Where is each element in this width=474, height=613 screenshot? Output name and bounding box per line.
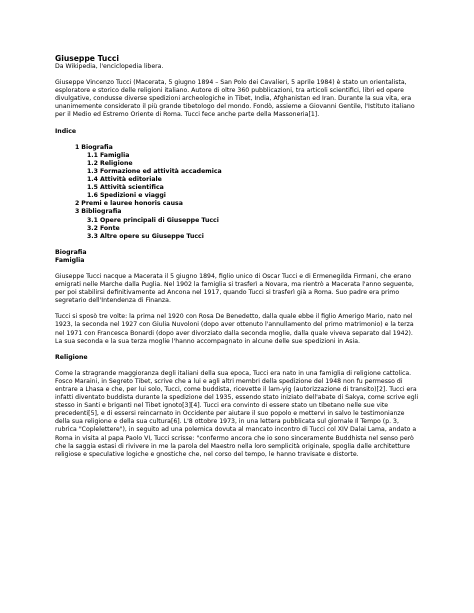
famiglia-paragraph-2: Tucci si sposò tre volte: la prima nel 1920 con Rosa De Benedetto, dalla quale ebbe il figlio Amerigo Mario, nato nel 1923, la seconda nel 1927 con Giulia Nuvoloni (dopo aver ottenuto l'annullamento del primo matrimonio) e la terza nel 1971 con Francesca Bonardi (dopo aver divorziato dalla seconda moglie, dalla quale viveva separato dal 1942). La sua seconda e la sua terza moglie l'hanno accompagnato in alcune delle sue spedizioni in Asia.: [55, 313, 414, 345]
spacer: [55, 136, 420, 144]
toc-item: [55, 144, 420, 152]
toc-item: [55, 233, 420, 241]
toc-item-number: 3.3: [87, 232, 98, 240]
toc-link[interactable]: Spedizioni e viaggi: [99, 192, 166, 200]
intro-paragraph: Giuseppe Vincenzo Tucci (Macerata, 5 giugno 1894 – San Polo dei Cavalieri, 5 aprile 1984) è stato un orientalista, esploratore e storico delle religioni italiano. Autore di oltre 360 pubblicazioni, tra articoli scientifici, libri ed opere divulgative, condusse diverse spedizioni archeologiche in Tibet, India, Afghanistan ed Iran. Durante la sua vita, era unanimemente considerato il più grande tibetologo del mondo. Fondò, assieme a Giovanni Gentile, l'Istituto italiano per il Medio ed Estremo Oriente di Roma. Tucci fece anche parte della Massoneria[1].: [55, 79, 415, 119]
section-heading-biografia: Biografia: [55, 248, 87, 256]
table-of-contents: [55, 144, 420, 241]
toc-link[interactable]: Attività editoriale: [99, 176, 162, 184]
toc-link[interactable]: Premi e lauree honoris causa: [81, 200, 183, 208]
toc-item-number: 2: [75, 200, 80, 208]
spacer: [55, 362, 420, 370]
section-heading-religione: Religione: [55, 353, 88, 361]
toc-item-number: 1.2: [87, 159, 98, 167]
toc-item-number: 3.1: [87, 216, 98, 224]
spacer: [55, 265, 420, 273]
article-title: Giuseppe Tucci: [55, 54, 119, 63]
toc-item: [55, 160, 420, 168]
toc-link[interactable]: Religione: [99, 159, 133, 167]
toc-heading: Indice: [55, 127, 77, 135]
toc-link[interactable]: Famiglia: [99, 151, 130, 159]
toc-item: [55, 192, 420, 200]
toc-item: [55, 217, 420, 225]
toc-link[interactable]: Fonte: [99, 224, 120, 232]
toc-item-number: 1.3: [87, 167, 98, 175]
toc-item-number: 1: [75, 143, 80, 151]
toc-link[interactable]: Biografia: [81, 143, 113, 151]
religione-paragraph-1: Come la stragrande maggioranza degli italiani della sua epoca, Tucci era nato in una famiglia di religione cattolica. Fosco Maraini, in Segreto Tibet, scrive che a lui e agli altri membri della spedizione del 1948 non fu permesso di entrare a Lhasa e che, per lui solo, Tucci, come buddista, ricevette il lam-yig (autorizzazione di transito)[2]. Tucci era infatti diventato buddista durante la spedizione del 1935, essendo stato iniziato dell'abate di Sakya, come scrive egli stesso in Santi e briganti nel Tibet ignoto[3][4]. Tucci era convinto di essere stato un tibetano nelle sue vite precedenti[5], e di essersi reincarnato in Occidente per aiutare il suo popolo e mettervi in salvo le testimonianze della sua religione e della sua cultura[6]. L'8 ottobre 1973, in una lettera pubblicata sul giornale Il Tempo (p. 3, rubrica "Coplelettere"), in seguito ad una polemica dovuta al mancato incontro di Tucci col XIV Dalai Lama, andato a Roma in visita al papa Paolo VI, Tucci scrisse: "confermo ancora che io sono sinceramente Buddhista nel senso però che la saggia estasi di rivivere in me la parola del Maestro nella loro semplicità originale, spoglia dalle architetture religiose e speculative logiche e gnostiche che, nel corso del tempo, le hanno travisate e distorte.: [55, 369, 419, 458]
toc-link[interactable]: Bibliografia: [81, 208, 122, 216]
toc-item: [55, 200, 420, 208]
toc-item-number: 1.1: [87, 151, 98, 159]
article-subtitle: Da Wikipedia, l'enciclopedia libera.: [55, 63, 164, 70]
toc-link[interactable]: Altre opere su Giuseppe Tucci: [99, 232, 204, 240]
famiglia-paragraph-1: Giuseppe Tucci nacque a Macerata il 5 giugno 1894, figlio unico di Oscar Tucci e di Ermenegilda Firmani, che erano emigrati nelle Marche dalla Puglia. Nel 1902 la famiglia si trasferì a Novara, ma rientrò a Macerata l'anno seguente, per poi stabilirsi definitivamente ad Ancona nel 1917, quando Tucci si trasferì già a Roma. Suo padre era primo segretario dell'Intendenza di Finanza.: [55, 272, 414, 305]
toc-item: [55, 152, 420, 160]
toc-item-number: 1.5: [87, 184, 98, 192]
toc-item-number: 3.2: [87, 224, 98, 232]
article-body: [55, 54, 420, 467]
toc-link[interactable]: Formazione ed attività accademica: [99, 167, 222, 175]
toc-link[interactable]: Opere principali di Giuseppe Tucci: [99, 216, 219, 224]
toc-item-number: 1.4: [87, 176, 98, 184]
toc-item-number: 3: [75, 208, 80, 216]
toc-item: [55, 184, 420, 192]
toc-item: [55, 225, 420, 233]
toc-link[interactable]: Attività scientifica: [99, 184, 164, 192]
toc-item: [55, 176, 420, 184]
toc-item: [55, 168, 420, 176]
toc-item: [55, 208, 420, 216]
section-heading-famiglia: Famiglia: [55, 256, 85, 264]
toc-item-number: 1.6: [87, 192, 98, 200]
